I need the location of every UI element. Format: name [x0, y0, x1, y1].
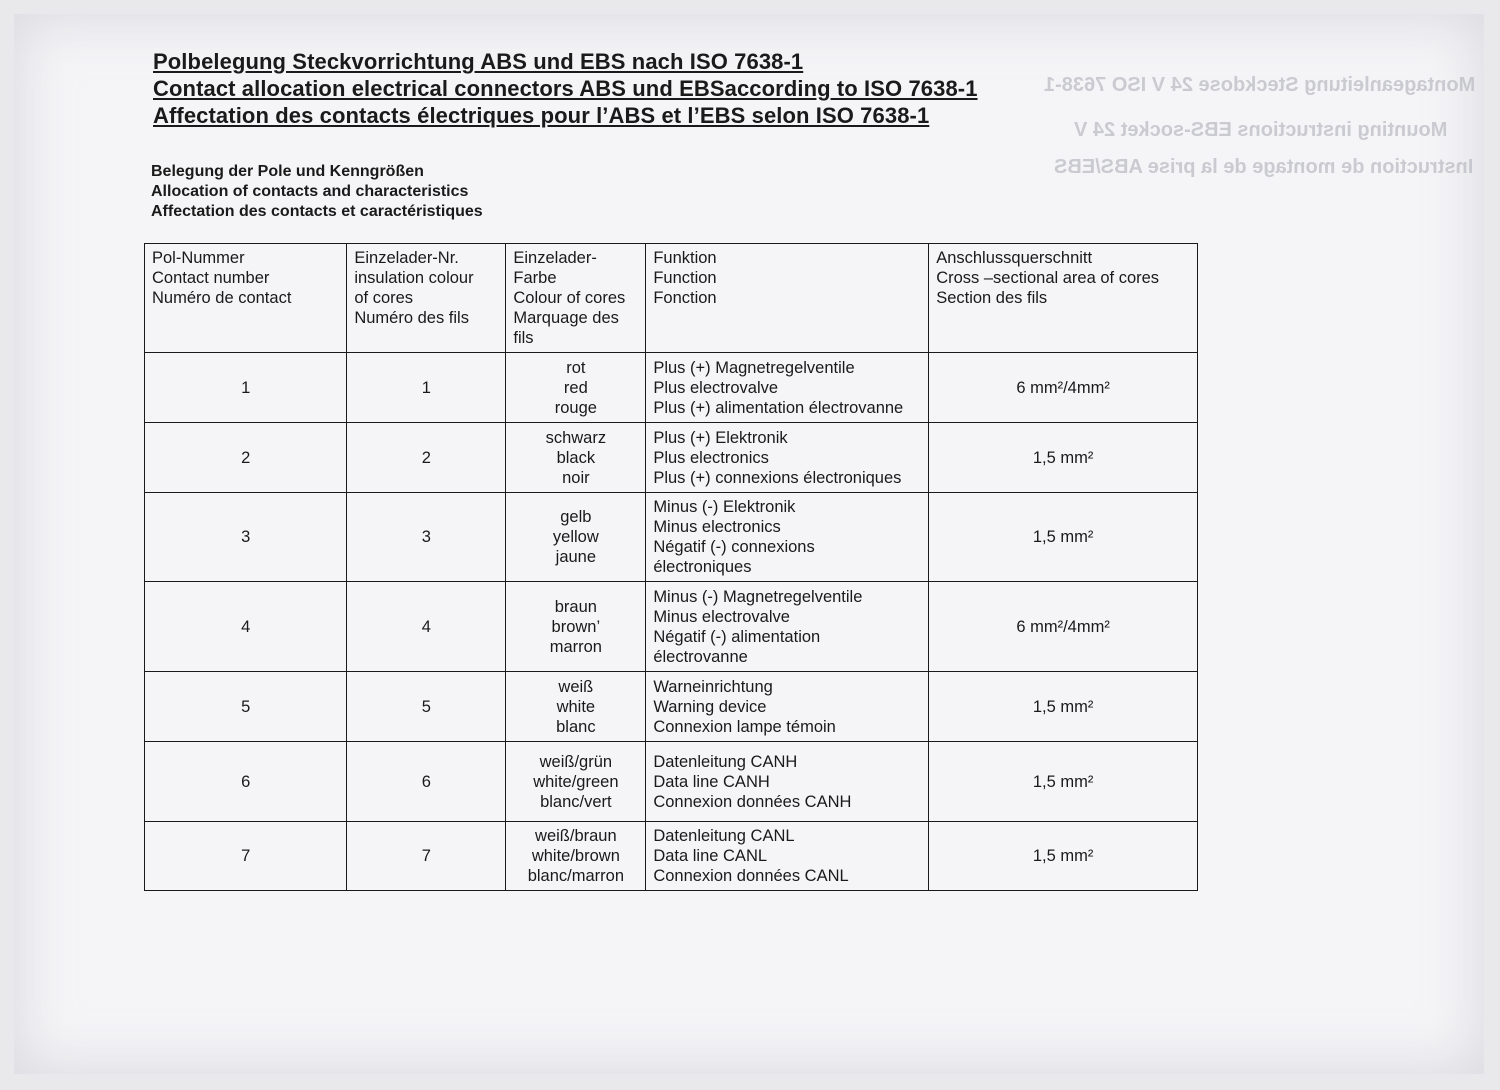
function-line: Plus (+) alimentation électrovanne [653, 398, 904, 417]
header-line: Anschlussquerschnitt [936, 249, 1093, 267]
function [646, 672, 929, 742]
colour-line: black [556, 448, 596, 467]
function-line: Minus (-) Elektronik [653, 498, 796, 516]
function [646, 493, 929, 582]
colour-line: blanc/marron [527, 867, 624, 885]
header-line: Einzelader- [513, 249, 597, 267]
function-line: Connexion données CANH [653, 792, 852, 811]
title-fr: Affectation des contacts électriques pour l’ABS et l’EBS selon ISO 7638-1 [153, 103, 930, 128]
header-line: Numéro de contact [152, 289, 292, 307]
function [646, 822, 929, 891]
header-line: Einzelader-Nr. [354, 249, 459, 267]
header-core-colour [506, 244, 646, 353]
colour-line: weiß [558, 677, 594, 696]
table-row [145, 493, 1198, 582]
colour-line: marron [549, 637, 602, 656]
core-colour [506, 822, 646, 891]
colour-line: jaune [555, 548, 597, 566]
header-line: Contact number [152, 269, 270, 287]
function-line: Connexion données CANL [653, 867, 849, 885]
subtitle-de: Belegung der Pole und Kenngrößen [151, 163, 424, 180]
cross-section: 6 mm²/4mm² [929, 582, 1198, 672]
header-line: Numéro des fils [354, 309, 469, 327]
cross-section: 1,5 mm² [929, 672, 1198, 742]
header-line: insulation colour [354, 269, 474, 287]
header-line: Cross –sectional area of cores [936, 269, 1160, 287]
function-line: Plus (+) connexions électroniques [653, 468, 902, 487]
header-line: Colour of cores [513, 289, 626, 307]
cross-section: 1,5 mm² [929, 493, 1198, 582]
core-colour [506, 742, 646, 822]
colour-line: white/brown [531, 847, 620, 865]
function-line: Warning device [653, 697, 767, 716]
table-row [145, 423, 1198, 493]
contact-number: 7 [145, 822, 347, 891]
contact-number: 3 [145, 493, 347, 582]
function [646, 582, 929, 672]
colour-line: schwarz [545, 428, 607, 447]
contact-number: 6 [145, 742, 347, 822]
title-en: Contact allocation electrical connectors ABS und EBSaccording to ISO 7638-1 [153, 76, 978, 101]
function-line: Warneinrichtung [653, 677, 773, 696]
function-line: Négatif (-) connexions [653, 538, 815, 556]
contact-number: 4 [145, 582, 347, 672]
core-number: 7 [347, 822, 506, 891]
subtitle-fr: Affectation des contacts et caractéristiques [151, 203, 483, 220]
colour-line: white/green [533, 772, 619, 791]
function-line: Data line CANH [653, 772, 770, 791]
core-number: 5 [347, 672, 506, 742]
cross-section: 1,5 mm² [929, 822, 1198, 891]
function-line: Plus (+) Elektronik [653, 428, 788, 447]
table-header-row [145, 244, 1198, 353]
function [646, 353, 929, 423]
function-line: Plus (+) Magnetregelventile [653, 358, 855, 377]
bleed-through-text: Montageanleitung Steckdose 24 V ISO 7638-1 [1044, 74, 1476, 96]
function [646, 423, 929, 493]
function-line: Plus electronics [653, 448, 769, 467]
colour-line: white [556, 697, 596, 716]
core-number: 1 [347, 353, 506, 423]
document-titles [153, 48, 978, 129]
table-row [145, 582, 1198, 672]
bleed-through-text: Instruction de montage de la prise ABS/EBS [1054, 156, 1474, 178]
core-colour [506, 353, 646, 423]
colour-line: weiß/grün [539, 752, 613, 771]
header-line: Section des fils [936, 289, 1048, 307]
core-colour [506, 493, 646, 582]
function-line: Datenleitung CANL [653, 827, 795, 845]
section-subtitles [151, 162, 483, 222]
table-row [145, 822, 1198, 891]
colour-line: weiß/braun [535, 827, 617, 845]
contact-number: 1 [145, 353, 347, 423]
function-line: Négatif (-) alimentation [653, 627, 821, 646]
table-row [145, 672, 1198, 742]
function-line: Minus electronics [653, 518, 781, 536]
function-line: Datenleitung CANH [653, 752, 798, 771]
colour-line: blanc [556, 717, 596, 736]
subtitle-en: Allocation of contacts and characteristics [151, 183, 469, 200]
header-pol-number [145, 244, 347, 353]
colour-line: braun [554, 597, 597, 616]
function [646, 742, 929, 822]
function-line: électrovanne [653, 647, 748, 666]
function-line: Connexion lampe témoin [653, 717, 836, 736]
colour-line: brown’ [551, 617, 601, 636]
contact-number: 2 [145, 423, 347, 493]
header-line: fils [513, 329, 534, 347]
core-colour [506, 672, 646, 742]
table-row [145, 742, 1198, 822]
header-core-number [347, 244, 506, 353]
header-cross-section [929, 244, 1198, 353]
header-line: Function [653, 269, 717, 287]
header-line: Farbe [513, 269, 557, 287]
colour-line: noir [562, 468, 590, 487]
title-de: Polbelegung Steckvorrichtung ABS und EBS nach ISO 7638-1 [153, 49, 804, 74]
function-line: électroniques [653, 558, 752, 576]
contact-number: 5 [145, 672, 347, 742]
table-row [145, 353, 1198, 423]
function-line: Minus electrovalve [653, 607, 790, 626]
colour-line: gelb [560, 508, 592, 526]
header-line: Marquage des [513, 309, 619, 327]
bleed-through-text: Mounting instructions EBS-socket 24 V [1074, 119, 1448, 141]
cross-section: 1,5 mm² [929, 423, 1198, 493]
header-line: Fonction [653, 289, 717, 307]
core-colour [506, 582, 646, 672]
header-line: Funktion [653, 249, 717, 267]
core-number: 2 [347, 423, 506, 493]
core-number: 3 [347, 493, 506, 582]
colour-line: red [563, 378, 588, 397]
core-number: 6 [347, 742, 506, 822]
function-line: Minus (-) Magnetregelventile [653, 587, 863, 606]
header-line: Pol-Nummer [152, 249, 245, 267]
function-line: Data line CANL [653, 847, 768, 865]
colour-line: yellow [552, 528, 599, 546]
cross-section: 6 mm²/4mm² [929, 353, 1198, 423]
contact-allocation-table [144, 243, 1198, 891]
core-number: 4 [347, 582, 506, 672]
function-line: Plus electrovalve [653, 378, 779, 397]
colour-line: rouge [554, 398, 597, 417]
header-line: of cores [354, 289, 414, 307]
header-function [646, 244, 929, 353]
cross-section: 1,5 mm² [929, 742, 1198, 822]
colour-line: blanc/vert [540, 792, 612, 811]
core-colour [506, 423, 646, 493]
colour-line: rot [566, 358, 586, 377]
